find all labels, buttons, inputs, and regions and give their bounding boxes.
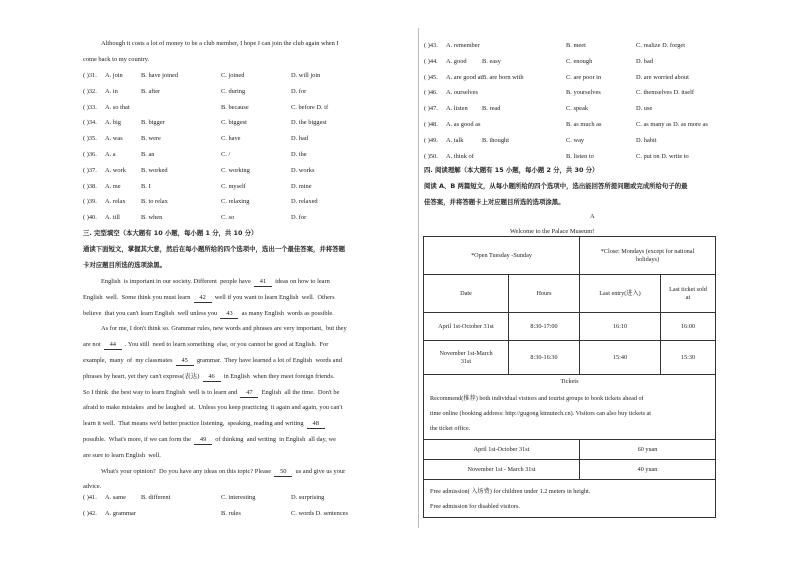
option-a: A. till [105, 214, 120, 222]
header-hours: Hours [509, 275, 580, 313]
option-d: D. surprising [291, 494, 325, 501]
option-a: A. same [105, 494, 126, 501]
price-period: April 1st-October 31st [424, 440, 580, 460]
hours-cell: 8:30-17:00 [509, 313, 580, 341]
free-line-1: Free admission( 入场费) for children under 1.2 meters in height. [430, 487, 591, 495]
question-number: ( )42. [83, 510, 97, 517]
price-value: 60 yuan [580, 440, 716, 460]
passage-text: learn it well. That means we'd better practice listening, speaking, reading and writing [83, 420, 307, 428]
blank-48: 48 [307, 420, 325, 429]
option-a: A. think of [446, 152, 474, 160]
close-days-cell [580, 237, 716, 275]
option-a: A. join [105, 72, 123, 79]
option-d: D. use [636, 105, 653, 113]
question-number: ( )36. [83, 151, 97, 158]
question-number: ( )46. [424, 89, 438, 97]
option-c: C. working [221, 166, 250, 174]
question-number: ( )43. [424, 42, 438, 49]
option-b: B. were [141, 135, 161, 143]
option-c: C. joined [221, 72, 245, 79]
header-last-entry: Last entry(进入) [580, 275, 661, 313]
tickets-title: Tickets [560, 378, 579, 385]
option-a: A. so that [105, 103, 130, 111]
section4-instr-2: 佳答案，并将答题卡上对应题目所选的选项涂黑。 [424, 198, 565, 206]
passage-text: advice. [83, 483, 102, 491]
passage-text: believe that you can't learn English well unless you [83, 309, 221, 317]
section4-title: 四. 阅读理解（本大题有 15 小题，每小题 2 分，共 30 分） [424, 166, 599, 174]
option-c: C. have [221, 135, 241, 143]
question-number: ( )50. [424, 152, 438, 160]
passage-text: us and give us your [292, 467, 346, 475]
passage-text: grammar. They have learned a lot of English words and [193, 357, 342, 364]
passage-text: phrases by heart, yet they can't express(表达) [83, 372, 203, 380]
option-b: B. an [141, 151, 155, 158]
option-a: A. work [105, 166, 126, 174]
passage-line [83, 436, 336, 445]
option-a: A. was [105, 135, 123, 143]
option-d: D. mine [291, 182, 312, 190]
blank-43: 43 [220, 310, 238, 319]
passage-line [83, 389, 339, 398]
passage-text: are sure to learn English well. [83, 451, 161, 459]
price-row-2 [424, 460, 716, 480]
option-d: C. themselves D. itself [636, 89, 695, 97]
tickets-cell [424, 375, 716, 440]
close-line-2: holidays) [635, 255, 660, 263]
option-d: D. will join [291, 72, 321, 79]
entry-cell: 16:10 [580, 313, 661, 341]
question-number: ( )48. [424, 121, 438, 128]
passage-text: well if you want to learn English well. Others [211, 293, 335, 301]
option-b: B. are born with [482, 73, 524, 81]
ticket-cell: 15:30 [661, 341, 716, 375]
option-c: C. way [566, 136, 585, 144]
option-d: D. the biggest [291, 119, 327, 127]
close-line-1: *Close: Mondays (except for national [600, 247, 695, 255]
tickets-row [424, 375, 716, 440]
hours-row-summer [424, 313, 716, 341]
free-line-2: Free admission for disabled visitors. [430, 502, 520, 510]
option-a: A. are good at [446, 73, 483, 81]
header-last-ticket-line-1: Last ticket sold [669, 285, 707, 293]
blank-49: 49 [194, 436, 212, 445]
option-d: D. for [291, 87, 307, 95]
ticket-cell: 16:00 [661, 313, 716, 341]
option-d: D. bad [636, 57, 654, 65]
passage-text: afraid to make mistakes and be laughed at. Unless you keep practicing it again and again, you can't [83, 404, 343, 412]
blank-46: 46 [203, 373, 221, 382]
question-number: ( )44. [424, 57, 438, 65]
option-d: D. habit [636, 136, 657, 144]
price-row-1 [424, 440, 716, 460]
passage-text: So I think the best way to learn English well is to learn and [83, 388, 241, 396]
hours-cell: 8:30-16:30 [509, 341, 580, 375]
option-b: B. when [141, 214, 163, 222]
option-d: D. for [291, 214, 307, 222]
section3-instr-2: 卡对应题目所选的选项涂黑。 [83, 261, 167, 269]
intro-line-2: come back to my country. [83, 56, 150, 63]
section4-instr-1: 阅读 A、B 两篇短文，从每小题所给的四个选项中，选出能回答所提问题或完成所给句子的最 [424, 182, 688, 190]
option-b: B. have joined [141, 72, 179, 79]
option-b: B. bigger [141, 119, 165, 127]
header-date: Date [424, 275, 509, 313]
option-d: D. the [291, 151, 307, 158]
question-number: ( )37. [83, 166, 97, 174]
passage-text: as many English words as possible. [238, 309, 334, 317]
passage-text: in English when they meet foreign friends. [220, 372, 335, 380]
passage-line [83, 294, 335, 303]
passage-line [101, 278, 330, 287]
question-number: ( )41. [83, 494, 97, 501]
tickets-text-3: the ticket office. [430, 425, 471, 432]
entry-cell: 15:40 [580, 341, 661, 375]
option-c: C. biggest [221, 119, 247, 127]
option-c: C. relaxing [221, 198, 250, 206]
free-admission-cell [424, 480, 716, 518]
question-number: ( )34. [83, 119, 97, 127]
question-number: ( )39. [83, 198, 97, 206]
question-number: ( )35. [83, 135, 97, 143]
blank-44: 44 [104, 341, 122, 350]
museum-info-table [423, 236, 716, 518]
option-b: B. thought [482, 136, 509, 144]
option-c: B. because [221, 103, 249, 111]
price-value: 40 yuan [580, 460, 716, 480]
passage-text: What's your opinion? Do you have any ideas on this topic? Please [101, 467, 275, 475]
date-cell [424, 341, 509, 375]
blank-47: 47 [240, 389, 258, 398]
option-c: B. as much as [566, 121, 602, 128]
option-b: B. after [141, 87, 161, 95]
passage-line [83, 341, 328, 350]
blank-41: 41 [254, 278, 272, 287]
option-c: C. / [221, 151, 231, 158]
passage-line [101, 468, 345, 477]
option-c: C. enough [566, 57, 593, 65]
passage-text: are not [83, 341, 104, 349]
option-d: C. as many as D. as more as [636, 121, 708, 128]
blank-45: 45 [176, 357, 194, 366]
option-c: B. listen to [566, 152, 594, 160]
option-d: C. put on D. write to [636, 152, 689, 160]
header-row [424, 275, 716, 313]
passage-text: . You still need to learn something else, or you cannot be good at English. For [121, 341, 329, 349]
date-cell: April 1st-October 31st [424, 313, 509, 341]
passage-text: ideas on how to learn [271, 278, 330, 285]
passage-line [83, 404, 342, 412]
option-c: C. speak [566, 105, 589, 113]
option-b: B. worked [141, 166, 168, 174]
question-number: ( )38. [83, 182, 97, 190]
option-a: A. a [105, 151, 116, 158]
price-period: November 1st - March 31st [424, 460, 580, 480]
passage-line [83, 310, 334, 319]
option-d: C. before D. if [291, 103, 329, 111]
option-a: A. me [105, 182, 121, 190]
hours-row-winter [424, 341, 716, 375]
option-c: C. interesting [221, 494, 256, 501]
blank-42: 42 [194, 294, 212, 303]
passage-line [101, 325, 347, 333]
tickets-text-2: time online (booking address: http://gugong ktmutech.cn). Visitors can also buy tickets at [430, 410, 652, 417]
tickets-text-1: Recommend(推荐) both individual visitors and tourist groups to book tickets ahead of [430, 395, 644, 402]
date-line-2: 31st [460, 357, 472, 365]
option-b: B. to relax [141, 198, 168, 206]
passage-text: English well. Some think you must learn [83, 293, 194, 301]
option-b: B. different [141, 494, 171, 501]
section3-title: 三. 完型填空（本大题有 10 小题，每小题 1 分，共 10 分） [83, 229, 258, 237]
passage-line [83, 483, 101, 491]
question-number: ( )33. [83, 103, 97, 111]
question-number: ( )31. [83, 72, 97, 79]
passage-text: possible. What's more, if we can form the [83, 436, 195, 443]
option-a: A. talk [446, 136, 464, 144]
open-days-cell: *Open Tuesday -Sunday [424, 237, 580, 275]
option-a: A. relax [105, 198, 126, 206]
passage-text: example, many of my classmates [83, 357, 176, 364]
passage-line [83, 357, 342, 366]
option-a: A. remember [446, 42, 480, 49]
option-d: D. had [291, 135, 309, 143]
question-number: ( )40. [83, 214, 97, 222]
column-divider [418, 28, 419, 528]
option-a: A. listen [446, 105, 468, 113]
free-admission-row [424, 480, 716, 518]
blank-50: 50 [274, 468, 292, 477]
option-a: A. good [446, 57, 467, 65]
option-d: C. words D. sentences [291, 510, 348, 517]
option-a: A. grammar [105, 510, 136, 517]
section3-instr-1: 通读下面短文，掌握其大意，然后在每小题所给的四个选项中，选出一个最佳答案，并将答题 [83, 245, 346, 253]
passage-line [83, 452, 161, 460]
header-last-ticket [661, 275, 716, 313]
header-last-ticket-line-2: at [685, 293, 691, 301]
option-d: D. works [291, 166, 315, 174]
passage-line [83, 420, 325, 429]
option-c: C. myself [221, 182, 246, 190]
passage-text: As for me, I don't think so. Grammar rules, new words and phrases are very important, but they [101, 325, 347, 333]
passage-text: English is important in our society. Different people have [101, 278, 254, 285]
option-c: B. rules [221, 510, 241, 517]
passage-text: of thinking and writing in English all day, we [212, 436, 336, 443]
intro-line-1: Although it costs a lot of money to be a club member, I hope I can join the club again when I [101, 40, 339, 47]
option-c: B. meet [566, 42, 586, 49]
option-b: B. read [482, 105, 501, 113]
question-number: ( )47. [424, 105, 438, 113]
question-number: ( )32. [83, 87, 97, 95]
question-number: ( )45. [424, 73, 438, 81]
date-line-1: November 1st-March [439, 349, 493, 357]
passage-label: A [590, 213, 595, 220]
option-a: A. as good as [446, 121, 481, 128]
option-a: A. ourselves [446, 89, 478, 97]
option-d: D. relaxed [291, 198, 318, 206]
option-a: A. big [105, 119, 121, 127]
option-c: C. are poor in [566, 73, 602, 81]
option-b: B. I [141, 182, 151, 190]
open-close-row [424, 237, 716, 275]
option-d: C. realize D. forget [636, 42, 686, 49]
option-d: D. are worried about [636, 73, 689, 81]
option-c: B. yourselves [566, 89, 601, 97]
option-c: C. during [221, 87, 246, 95]
notice-title: Welcome to the Palace Museum! [510, 228, 595, 235]
option-b: B. easy [482, 57, 501, 65]
passage-text: English all the time. Don't be [258, 388, 340, 396]
option-a: A. in [105, 87, 118, 95]
passage-line [83, 373, 334, 382]
question-number: ( )49. [424, 136, 438, 144]
option-c: C. so [221, 214, 235, 222]
